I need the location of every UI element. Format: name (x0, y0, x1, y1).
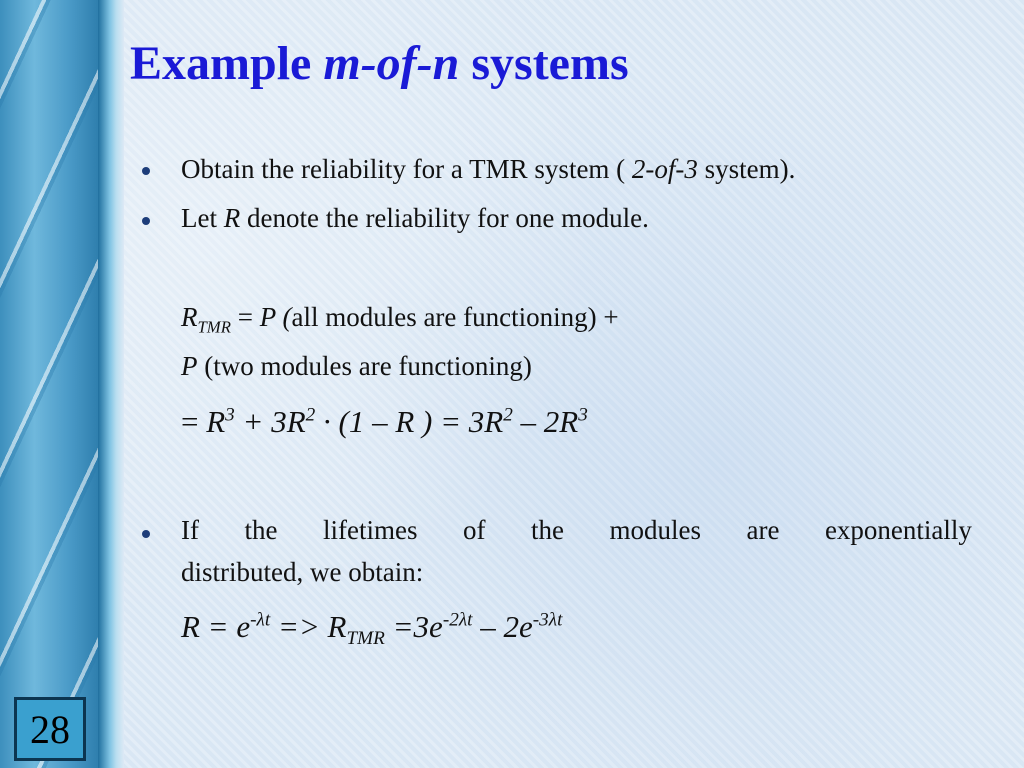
bullet-3-word: of (462, 515, 486, 545)
eq2-p: P (181, 351, 198, 381)
eq4-sup1: -λt (250, 609, 271, 631)
bullet-1-text-a: Obtain the reliability for a TMR system ( (181, 154, 632, 184)
eq1-p: P ( (259, 302, 292, 332)
bullet-1-italic: 2-of-3 (631, 154, 698, 184)
eq3-minus: – 2R (512, 404, 579, 439)
bullet-3-word: the (530, 515, 564, 545)
bullet-2-italic: R (223, 203, 241, 233)
bullet-dot (142, 530, 150, 538)
eq4-sup2: -2λt (442, 609, 473, 631)
bullet-3-word: exponentially (824, 515, 972, 545)
bullet-3-line-2-text: distributed, we obtain: (181, 557, 424, 587)
eq3-sup2: 2 (305, 404, 316, 426)
eq3-r2: R (286, 404, 306, 439)
eq3-sup4: 3 (578, 404, 588, 426)
bullet-3-word: the (244, 515, 278, 545)
eq4-sup3: -3λt (532, 609, 563, 631)
bullet-3-word: If (181, 515, 199, 545)
bullet-dot (142, 167, 150, 175)
eq1-r: R (181, 302, 198, 332)
decorative-side-strip (0, 0, 98, 768)
bullet-3-line-2 (181, 557, 423, 588)
bullet-3-line-1 (181, 515, 972, 546)
eq3-sup3: 2 (503, 404, 513, 426)
eq3-r1: R (206, 404, 226, 439)
eq4-arrow: => R (270, 609, 347, 644)
equation-1 (181, 302, 619, 337)
eq1-sub: TMR (197, 317, 231, 337)
bullet-3-word: modules (609, 515, 701, 545)
eq4-eq: =3e (384, 609, 443, 644)
eq3-plus: + 3 (234, 404, 287, 439)
bullet-1-text-b: system). (697, 154, 796, 184)
eq1-mid: = (230, 302, 260, 332)
title-part-3: systems (471, 37, 629, 90)
bullet-1 (181, 154, 795, 185)
eq2-text: (two modules are functioning) (197, 351, 532, 381)
title-part-1: Example (130, 37, 312, 90)
bullet-3-word: are (746, 515, 780, 545)
equation-4 (181, 609, 563, 650)
bullet-2-text-b: denote the reliability for one module. (240, 203, 649, 233)
equation-2 (181, 351, 532, 382)
eq1-text: all modules are functioning) + (291, 302, 619, 332)
decorative-side-edge (98, 0, 124, 768)
bullet-2 (181, 203, 649, 234)
bullet-3-word: lifetimes (322, 515, 418, 545)
bullet-dot (142, 217, 150, 225)
eq3-eq: = (181, 404, 207, 439)
eq4-minus: – 2e (472, 609, 533, 644)
page-number (14, 697, 86, 761)
title-part-2: m-of-n (323, 37, 460, 90)
eq3-sup1: 3 (225, 404, 235, 426)
page-number-text: 28 (30, 706, 70, 752)
eq4-r: R = e (181, 609, 251, 644)
equation-3 (181, 404, 588, 440)
eq4-sub: TMR (346, 628, 385, 650)
eq3-rest: · (1 – R ) = 3R (315, 404, 504, 439)
slide-title (130, 36, 629, 91)
bullet-2-text-a: Let (181, 203, 224, 233)
